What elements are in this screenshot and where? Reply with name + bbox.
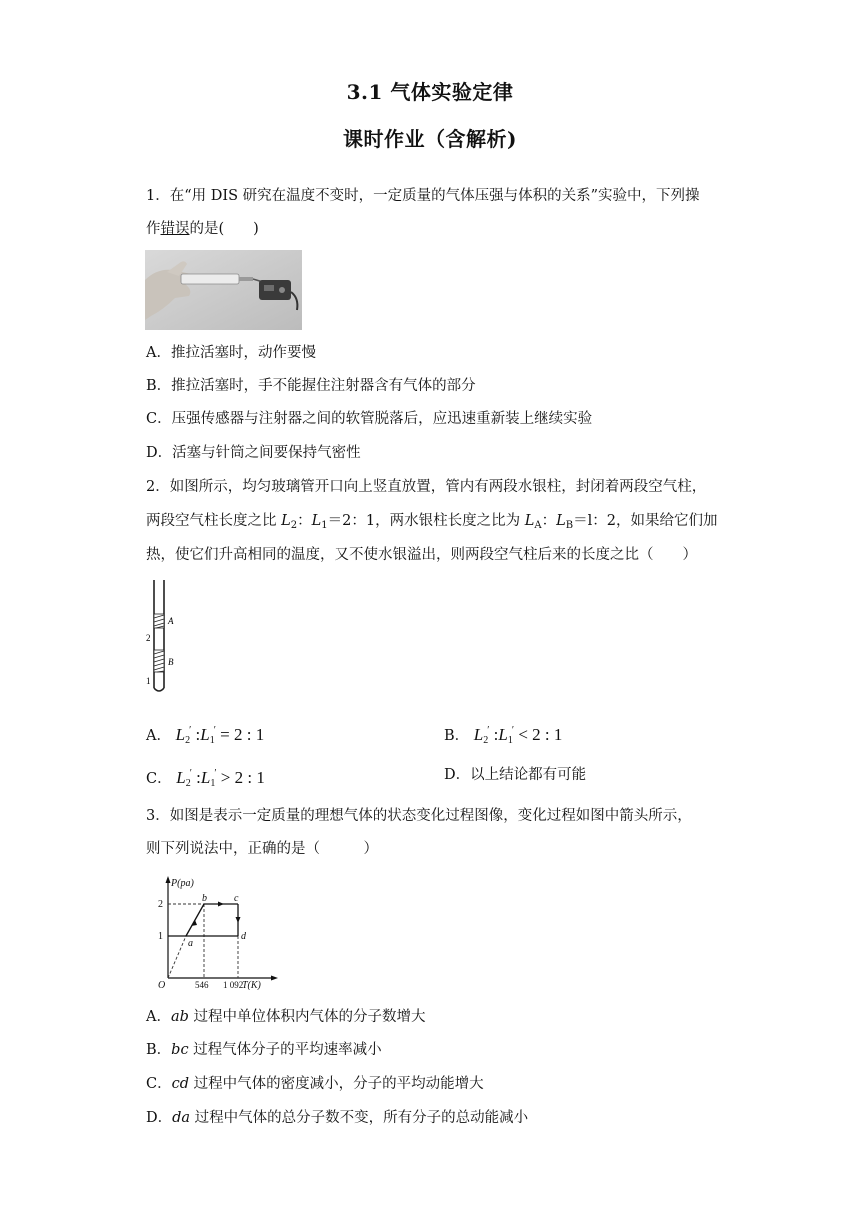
y-tick-1: 1: [158, 931, 163, 942]
sym: L: [175, 725, 186, 744]
q3-stem-line1: 3．如图是表示一定质量的理想气体的状态变化过程图像，变化过程如图中箭头所示，: [146, 808, 692, 824]
syringe-experiment-photo: [145, 250, 302, 330]
sym: L: [200, 768, 211, 787]
process-symbol: ab: [170, 1009, 189, 1025]
process-symbol: da: [172, 1110, 191, 1126]
q2-option-b-label: B．: [444, 728, 470, 744]
q3-stem-line2: 则下列说法中，正确的是（ ）: [146, 841, 378, 857]
q2-sub: 1: [321, 520, 328, 531]
point-d-label: d: [241, 931, 246, 942]
text: 过程气体分子的平均速率减小: [188, 1042, 382, 1058]
y-axis-label: P(pa): [171, 878, 194, 889]
q2-sym-lb: L: [556, 513, 566, 529]
tube-label-b: B: [168, 657, 174, 667]
process-symbol: bc: [171, 1042, 189, 1058]
sym: L: [473, 725, 484, 744]
origin-label: O: [158, 980, 166, 990]
y-tick-2: 2: [158, 899, 163, 910]
q2-text-b: ：: [297, 513, 312, 529]
q2-option-b-expr: [474, 725, 563, 744]
sub: 1: [209, 735, 215, 746]
q1-option-a: A．推拉活塞时，动作要慢: [146, 345, 316, 361]
label: C．: [146, 1076, 172, 1092]
sub: 1: [210, 778, 216, 789]
q1-stem-line2: [146, 219, 259, 239]
colon: :: [195, 725, 201, 744]
q2-option-a-expr: [176, 725, 265, 744]
text: 过程中气体的密度减小，分子的平均动能增大: [189, 1076, 484, 1092]
q2-stem-line3: 热，使它们升高相同的温度，又不使水银溢出，则两段空气柱后来的长度之比（ ）: [146, 547, 697, 563]
sub: 2: [185, 778, 191, 789]
q2-text-a: 两段空气柱长度之比: [146, 513, 282, 529]
q2-sub: B: [565, 520, 574, 531]
q2-sym-l1: L: [311, 513, 322, 529]
q3-option-d: [146, 1108, 528, 1128]
tube-label-1: 1: [146, 676, 151, 686]
expr: = 2 : 1: [220, 725, 265, 744]
q2-option-c-expr: [176, 768, 265, 787]
sub: 2: [483, 735, 489, 746]
text: 过程中单位体积内气体的分子数增大: [188, 1009, 426, 1025]
q3-option-c: [146, 1074, 484, 1094]
x-axis-arrow-icon: [271, 976, 278, 981]
expr: > 2 : 1: [220, 768, 265, 787]
sub: 1: [507, 735, 513, 746]
q1-stem-line1: 1．在“用 DIS 研究在温度不变时，一定质量的气体压强与体积的关系”实验中，下列操: [146, 188, 700, 204]
q1-option-c: C．压强传感器与注射器之间的软管脱落后，应迅速重新装上继续实验: [146, 411, 593, 427]
arrow-bc-icon: [218, 902, 224, 907]
q2-sub: 2: [290, 520, 298, 531]
prime: ′: [511, 725, 515, 736]
prime: ′: [487, 725, 490, 736]
sub: 2: [185, 735, 191, 746]
sym: L: [176, 768, 186, 787]
colon: :: [196, 768, 201, 787]
glass-tube-diagram: [140, 578, 190, 696]
q2-text-d: ：: [541, 513, 557, 529]
label: A．: [146, 1009, 171, 1025]
tube-label-2: 2: [146, 633, 151, 643]
point-a-label: a: [188, 938, 193, 949]
expr: < 2 : 1: [518, 725, 563, 744]
point-b-label: b: [202, 893, 207, 904]
q2-sym-la: L: [524, 513, 535, 529]
q2-option-a-label: A．: [146, 728, 171, 744]
q2-option-c: [146, 764, 265, 794]
q2-sub: A: [534, 520, 542, 531]
q2-text-e: ＝l：2，如果给它们加: [573, 513, 718, 529]
q2-option-b: [444, 721, 562, 751]
q1-stem-text: 作: [146, 221, 161, 237]
q2-option-c-label: C．: [146, 771, 172, 787]
prime: ′: [189, 768, 192, 779]
q1-stem-text-end: 的是( ): [189, 221, 259, 237]
prime: ′: [213, 725, 216, 736]
prime: ′: [189, 725, 192, 736]
q2-option-d: D．以上结论都有可能: [444, 767, 587, 783]
label: D．: [146, 1110, 173, 1126]
arrow-cd-icon: [236, 917, 241, 923]
colon: :: [493, 725, 499, 744]
q3-option-a: [146, 1007, 426, 1027]
pressure-temperature-graph: [150, 874, 280, 990]
prime: ′: [214, 768, 217, 779]
x-tick-546: 546: [195, 980, 209, 990]
q1-underlined-word: 错误: [160, 221, 190, 237]
q1-option-d: D．活塞与针筒之间要保持气密性: [146, 445, 361, 461]
tube-label-a: A: [168, 616, 174, 626]
point-c-label: c: [234, 893, 239, 904]
q2-option-a: [146, 721, 264, 751]
sym: L: [498, 725, 508, 744]
q2-text-c: ＝2：1，两水银柱长度之比为: [327, 513, 525, 529]
q3-option-b: [146, 1040, 382, 1060]
y-axis-arrow-icon: [166, 876, 171, 883]
sym: L: [200, 725, 210, 744]
q2-sym-l2: L: [281, 513, 291, 529]
q2-stem-line1: 2．如图所示，均匀玻璃管开口向上竖直放置，管内有两段水银柱，封闭着两段空气柱，: [146, 479, 707, 495]
x-axis-label: T(K): [242, 980, 261, 990]
page-subtitle: 课时作业（含解析): [343, 127, 517, 151]
process-symbol: cd: [171, 1076, 190, 1092]
page-title: 3.1 气体实验定律: [346, 80, 514, 104]
x-tick-1092: 1 092: [223, 980, 244, 990]
text: 过程中气体的总分子数不变，所有分子的总动能减小: [190, 1110, 529, 1126]
label: B．: [146, 1042, 172, 1058]
q2-stem-line2: [146, 511, 717, 536]
q1-option-b: B．推拉活塞时，手不能握住注射器含有气体的部分: [146, 378, 476, 394]
